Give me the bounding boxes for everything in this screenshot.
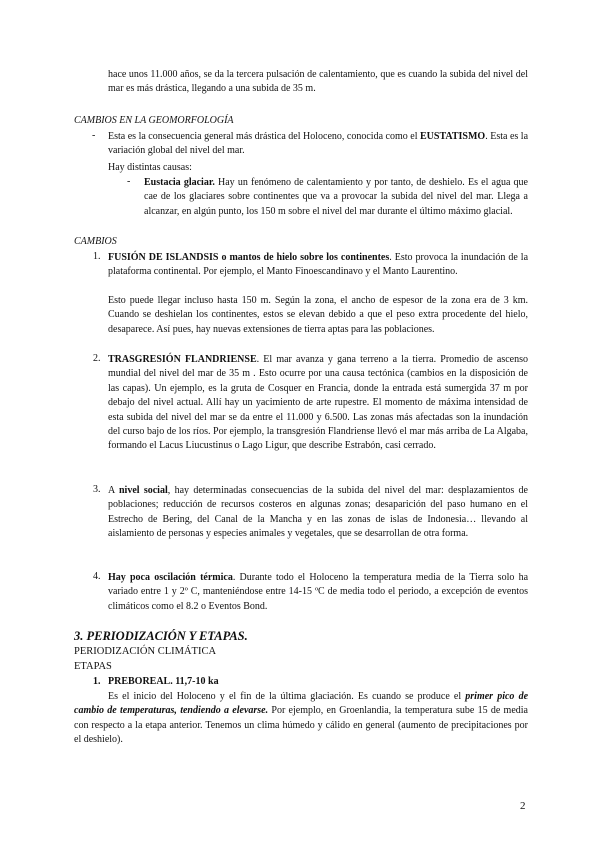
etapa-title-preboreal: PREBOREAL. 11,7-10 ka <box>108 676 219 687</box>
cambios-item-1-cont: Esto puede llegar incluso hasta 150 m. Según la zona, el ancho de espesor de la zona era de 3 km. Cuando se deshielan los continentes, estos se elevan debido a que el peso extra procedente del hielo, desaparece. Así pues, hay nuevas extensiones de tierra aptas para las poblaciones. <box>108 295 528 335</box>
list-number-4: 4. <box>93 571 101 582</box>
subheading-etapas: ETAPAS <box>74 661 112 672</box>
etapa-number-1: 1. <box>93 676 101 687</box>
bullet-marker: - <box>92 130 96 141</box>
preboreal-paragraph: Es el inicio del Holoceno y el fin de la última glaciación. Es cuando se produce el primer pico de cambio de temperaturas, tendiendo a elevarse. Por ejemplo, en Groenlandia, la temperatura sube 15 de media con respecto a la etapa anterior. Tenemos un clima húmedo y cálido en general (aumento de precipitaciones por el deshielo). <box>74 691 529 746</box>
sub-bullet-marker: - <box>127 176 131 187</box>
heading-cambios: CAMBIOS <box>74 236 117 247</box>
cambios-item-2: TRASGRESIÓN FLANDRIENSE. El mar avanza y gana terreno a la tierra. Promedio de ascenso mundial del nivel del mar de 35 m . Esto ocurre por una causa tectónica (cambios en la disposición de las capas). Un ejemplo, es la gruta de Cosquer en Francia, donde la entrada está sumergida 37 m por debajo del nivel actual. Allí hay un yacimiento de arte rupestre. El momento de máxima intensidad de esta subida del nivel del mar se da entre el 11.000 y 6.500. Las zonas más afectadas son la inundación del curso bajo de los ríos. Por ejemplo, la transgresión Flandriense llevó el mar más arriba de La Algaba, formando el Lacus Liucustinus o Lago Ligur, que describe Estrabón, casi cerrado. <box>108 354 528 452</box>
page-number: 2 <box>520 800 526 812</box>
cambios-item-3: A nivel social, hay determinadas consecuencias de la subida del nivel del mar: desplazamientos de poblaciones; reducción de recursos costeros en algunas zonas; desaparición del paso humano en el Estrecho de Bering, del Canal de la Mancha y en las zonas de islas de Indonesia… llevando al aislamiento de personas y especies animales y vegetales, que se desarrollan de otra forma. <box>108 485 528 540</box>
list-number-1: 1. <box>93 251 101 262</box>
list-number-2: 2. <box>93 353 101 364</box>
eustatismo-paragraph: Esta es la consecuencia general más drástica del Holoceno, conocida como el EUSTATISMO. Esta es la variación global del nivel del mar. <box>108 131 529 157</box>
cambios-item-1: FUSIÓN DE ISLANDSIS o mantos de hielo sobre los continentes. Esto provoca la inundación de la plataforma continental. Por ejemplo, el Manto Finoescandinavo y el Manto Laurentino. <box>108 252 529 278</box>
list-number-3: 3. <box>93 484 101 495</box>
causes-intro: Hay distintas causas: <box>108 162 192 173</box>
intro-paragraph: hace unos 11.000 años, se da la tercera pulsación de calentamiento, que es cuando la subida del nivel del mar es más drástica, llegando a una subida de 35 m. <box>108 69 528 95</box>
section-3-title: 3. PERIODIZACIÓN Y ETAPAS. <box>74 629 248 643</box>
heading-geomorfologia: CAMBIOS EN LA GEOMORFOLOGÍA <box>74 115 234 126</box>
cambios-item-4: Hay poca oscilación térmica. Durante todo el Holoceno la temperatura media de la Tierra solo ha variado entre 1 y 2º C, manteniéndose entre 14-15 ºC de media todo el periodo, a excepción de eventos climáticos como el 8.2 o Eventos Bond. <box>108 572 529 612</box>
eustacia-glaciar-paragraph: Eustacia glaciar. Hay un fenómeno de calentamiento y por tanto, de deshielo. Es el agua que cae de los glaciares sobre continentes que va a provocar la subida del nivel del mar. Llega a alcanzar, en algún punto, los 150 m sobre el nivel del mar durante el último máximo glacial. <box>144 177 528 217</box>
subheading-periodizacion: PERIODIZACIÓN CLIMÁTICA <box>74 646 217 657</box>
